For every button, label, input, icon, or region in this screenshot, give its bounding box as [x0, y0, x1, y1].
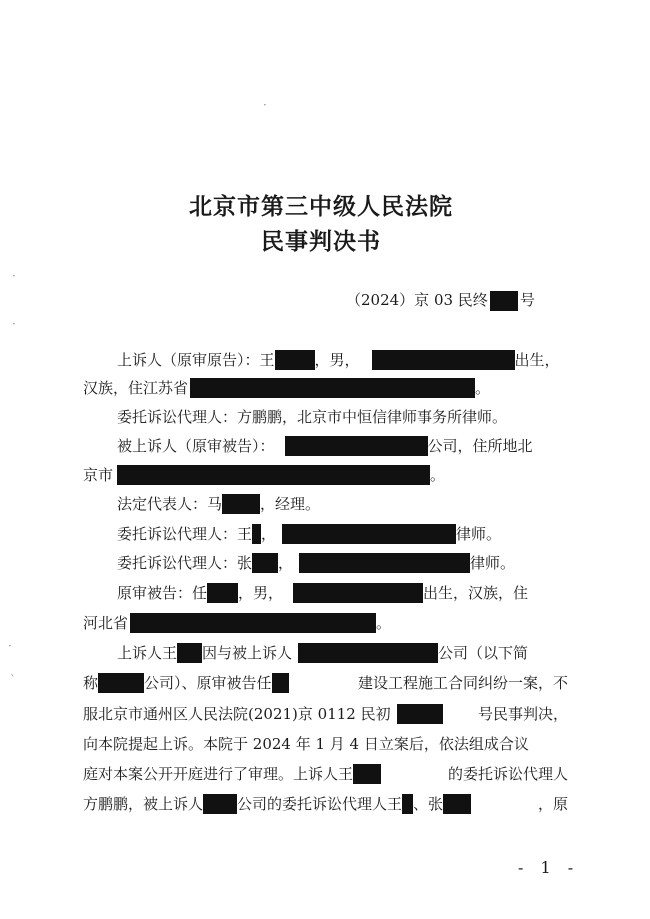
text-run: 号民事判决，: [477, 705, 568, 723]
redaction-bar: [275, 350, 315, 370]
text-run: [83, 702, 443, 726]
text-run: 上诉人王: [117, 644, 178, 662]
text-run: 称: [83, 674, 99, 692]
text-run: ，原: [537, 795, 568, 813]
text-run: 律师。: [470, 554, 516, 572]
redaction-bar: [177, 643, 202, 663]
redaction-bar: [252, 524, 261, 544]
redaction-bar: [252, 553, 278, 573]
text-run: ，: [261, 525, 277, 543]
case-number-prefix: （2024）京 03 民终: [346, 291, 488, 309]
text-line: [117, 581, 528, 605]
text-line: [83, 376, 490, 400]
text-line: [83, 792, 568, 816]
text-run: 出生，: [514, 351, 560, 369]
redaction-bar: [298, 643, 438, 663]
text-line: [117, 348, 560, 372]
text-run: ，: [278, 554, 294, 572]
redaction-bar: [490, 291, 518, 311]
text-run: [83, 762, 381, 786]
text-run: 服北京市通州区人民法院(2021)京 0112 民初: [83, 705, 391, 723]
text-run: 律师。: [456, 525, 502, 543]
redaction-bar: [190, 378, 475, 398]
text-run: 庭对本案公开开庭进行了审理。上诉人王: [83, 765, 354, 783]
text-run: 出生，汉族，住: [423, 584, 529, 602]
redaction-bar: [130, 613, 376, 633]
text-run: ，经理。: [260, 495, 321, 513]
redaction-bar: [353, 764, 381, 784]
redaction-bar: [372, 350, 515, 370]
scan-speck: ·: [8, 639, 12, 653]
redaction-bar: [222, 494, 260, 514]
text-line: [83, 671, 568, 695]
redaction-bar: [98, 673, 144, 693]
text-line: [83, 762, 568, 786]
text-run: 公司（以下简: [438, 644, 529, 662]
text-line: [83, 463, 445, 487]
text-run: 河北省: [83, 614, 129, 632]
redaction-bar: [203, 794, 237, 814]
text-run: 京市: [83, 466, 114, 484]
text-run: [83, 792, 471, 816]
text-run: 。: [430, 466, 446, 484]
text-line: [117, 434, 533, 458]
text-run: 法定代表人：马: [117, 495, 223, 513]
case-number: [346, 289, 535, 311]
text-line: [83, 611, 391, 635]
text-run: 的委托诉讼代理人: [447, 765, 568, 783]
text-run: 原审被告：任: [117, 584, 208, 602]
text-run: 。: [475, 379, 491, 397]
text-run: 、张: [413, 795, 444, 813]
court-name: 北京市第三中级人民法院: [189, 193, 453, 220]
scan-speck: ·: [12, 317, 16, 331]
text-run: 向本院提起上诉。本院于 2024 年 1 月 4 日立案后，依法组成合议: [83, 735, 529, 753]
text-line: [117, 522, 501, 546]
scan-speck: ·: [263, 98, 267, 112]
text-line: [83, 732, 568, 756]
redaction-bar: [397, 704, 443, 724]
redaction-bar: [282, 524, 456, 544]
text-run: 委托诉讼代理人：方鹏鹏，北京市中恒信律师事务所律师。: [117, 408, 508, 426]
text-run: ，男，: [238, 584, 284, 602]
redaction-bar: [117, 465, 430, 485]
text-run: 公司的委托诉讼代理人王: [237, 795, 403, 813]
text-run: ，男，: [314, 351, 360, 369]
text-run: 委托诉讼代理人：王: [117, 525, 253, 543]
scan-speck: ·: [12, 269, 16, 283]
text-run: 因与被上诉人: [202, 644, 293, 662]
text-line: [83, 702, 568, 726]
text-run: 上诉人（原审原告）：王: [117, 351, 275, 369]
redaction-bar: [293, 583, 423, 603]
text-line: [117, 405, 507, 429]
text-run: 委托诉讼代理人：张: [117, 554, 253, 572]
text-run: 建设工程施工合同纠纷一案，不: [357, 674, 568, 692]
page-number: - 1 -: [518, 858, 580, 877]
scan-speck: `: [10, 673, 16, 687]
redaction-bar: [207, 583, 238, 603]
case-number-suffix: 号: [519, 291, 535, 309]
redaction-bar: [402, 794, 413, 814]
text-run: 公司，住所地北: [427, 437, 533, 455]
redaction-bar: [443, 794, 471, 814]
text-run: 汉族，住江苏省: [83, 379, 189, 397]
redaction-bar: [299, 553, 470, 573]
text-run: 公司）、原审被告任: [144, 674, 272, 692]
text-run: [83, 671, 289, 695]
redaction-bar: [285, 436, 428, 456]
redaction-bar: [272, 673, 289, 693]
text-line: [117, 492, 320, 516]
document-type: 民事判决书: [261, 228, 381, 255]
text-line: [117, 641, 528, 665]
text-run: 被上诉人（原审被告）：: [117, 437, 275, 455]
text-line: [117, 551, 515, 575]
text-run: 方鹏鹏，被上诉人: [83, 795, 204, 813]
text-run: 。: [376, 614, 392, 632]
